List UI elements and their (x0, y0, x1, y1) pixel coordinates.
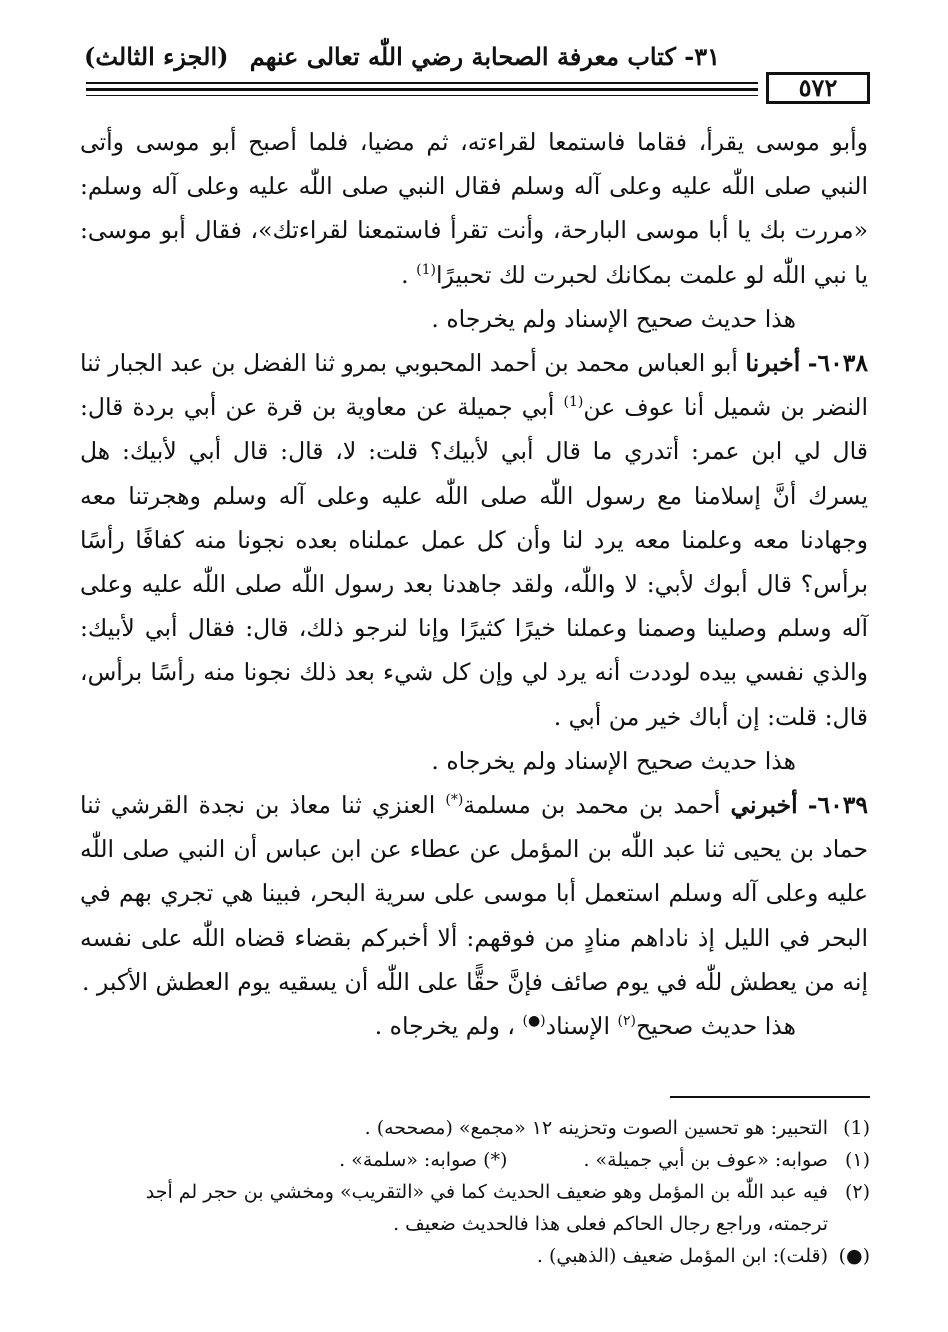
footnote-ref: (●) (522, 1013, 546, 1030)
paragraph-1: وأبو موسى يقرأ، فقاما فاستمعا لقراءته، ثم مضيا، فلما أصبح أبو موسى وأتى النبي صلى اللّٰه عليه وعلى آله وسلم فقال النبي صلى اللّٰه عليه وعلى آله وسلم: «مررت بك يا أبا موسى البارحة، وأنت تقرأ فاستمعنا لقراءتك»، فقال أبو موسى: يا نبي اللّٰه لو علمت بمكانك لحبرت لك تحبيرًا$^{(1)}$ . (80, 128, 868, 289)
footnotes (80, 1112, 870, 1272)
footnote-separator (670, 1096, 870, 1098)
footnote: (1) التحبير: هو تحسين الصوت وتحزينه ١٢ «مجمع» (مصححه) . (364, 1117, 870, 1139)
footnote: (٢) فيه عبد اللّٰه بن المؤمل وهو ضعيف الحديث كما في «التقريب» ومخشي بن حجر لم أجد ترجمته، وراجع رجال الحاكم فعلى هذا فالحديث ضعيف . (145, 1181, 870, 1235)
footnote-ref: (1) (563, 394, 584, 411)
footnote-ref: (1) (416, 261, 436, 278)
header-rule-thin (86, 95, 758, 96)
main-text (80, 120, 868, 1048)
header-rule (86, 82, 758, 84)
footnote: (●) (قلت): ابن المؤمل ضعيف (الذهبي) . (536, 1245, 870, 1267)
hadith-number: ٦٠٣٩- (807, 791, 868, 820)
footnote: (١) صوابه: «عوف بن أبي جميلة» . (*) صوابه: «سلمة» . (339, 1149, 870, 1171)
footnote-ref: (*) (445, 792, 464, 809)
verdict-1: هذا حديث صحيح الإسناد ولم يخرجاه . (431, 304, 796, 333)
verdict-3: هذا حديث صحيح$^{(٢)}$ الإسناد(●) ، ولم يخرجاه . (374, 1012, 796, 1041)
page-number: ٥٧٢ (766, 72, 870, 104)
hadith-keyword: أخبرنا (745, 349, 801, 378)
page-header (78, 38, 870, 78)
header-rule-thick (86, 88, 758, 91)
hadith-6039: ٦٠٣٩- أخبرني أحمد بن محمد بن مسلمة(*) العنزي ثنا معاذ بن نجدة القرشي ثنا حماد بن يحيى ثنا عبد اللّٰه بن المؤمل عن عطاء عن ابن عباس أن النبي صلى اللّٰه عليه وعلى آله وسلم استعمل أبا موسى على سرية البحر، فبينا هي تجري بهم في البحر في الليل إذ ناداهم منادٍ من فوقهم: ألا أخبركم بقضاء قضاه اللّٰه على نفسه إنه من يعطش للّٰه في يوم صائف فإنَّ حقًّا على اللّٰه أن يسقيه يوم العطش الأكبر . (80, 791, 868, 996)
chapter-title: ٣١- كتاب معرفة الصحابة رضي اللّٰه تعالى عنهم (249, 42, 720, 71)
verdict-2: هذا حديث صحيح الإسناد ولم يخرجاه . (431, 746, 796, 775)
volume-label: (الجزء الثالث) (84, 42, 229, 71)
hadith-6038: ٦٠٣٨- أخبرنا أبو العباس محمد بن أحمد المحبوبي بمرو ثنا الفضل بن عبد الجبار ثنا النضر بن شميل أنا عوف عن$^{(1)}$ أبي جميلة عن معاوية بن قرة عن أبي بردة قال: قال لي ابن عمر: أتدري ما قال أبي لأبيك؟ قلت: لا، قال: قال أبي لأبيك: هل يسرك أنَّ إسلامنا مع رسول اللّٰه صلى اللّٰه عليه وعلى آله وسلم وهجرتنا معه وجهادنا معه وعلمنا معه يرد لنا وأن كل عمل عملناه بعده نجونا منه كفافًا رأسًا برأس؟ قال أبوك لأبي: لا واللّٰه، ولقد جاهدنا بعد رسول اللّٰه صلى اللّٰه عليه وعلى آله وسلم وصلينا وصمنا وعملنا خيرًا كثيرًا وإنا لنرجو ذلك، قال: فقال أبي لأبيك: والذي نفسي بيده لوددت أنه يرد لي وإن كل شيء بعد ذلك نجونا منه رأسًا برأس، قال: قلت: إن أباك خير من أبي . (80, 349, 868, 731)
hadith-keyword: أخبرني (730, 791, 798, 820)
footnote-ref: (٢) (617, 1013, 636, 1030)
hadith-number: ٦٠٣٨- (807, 349, 868, 378)
